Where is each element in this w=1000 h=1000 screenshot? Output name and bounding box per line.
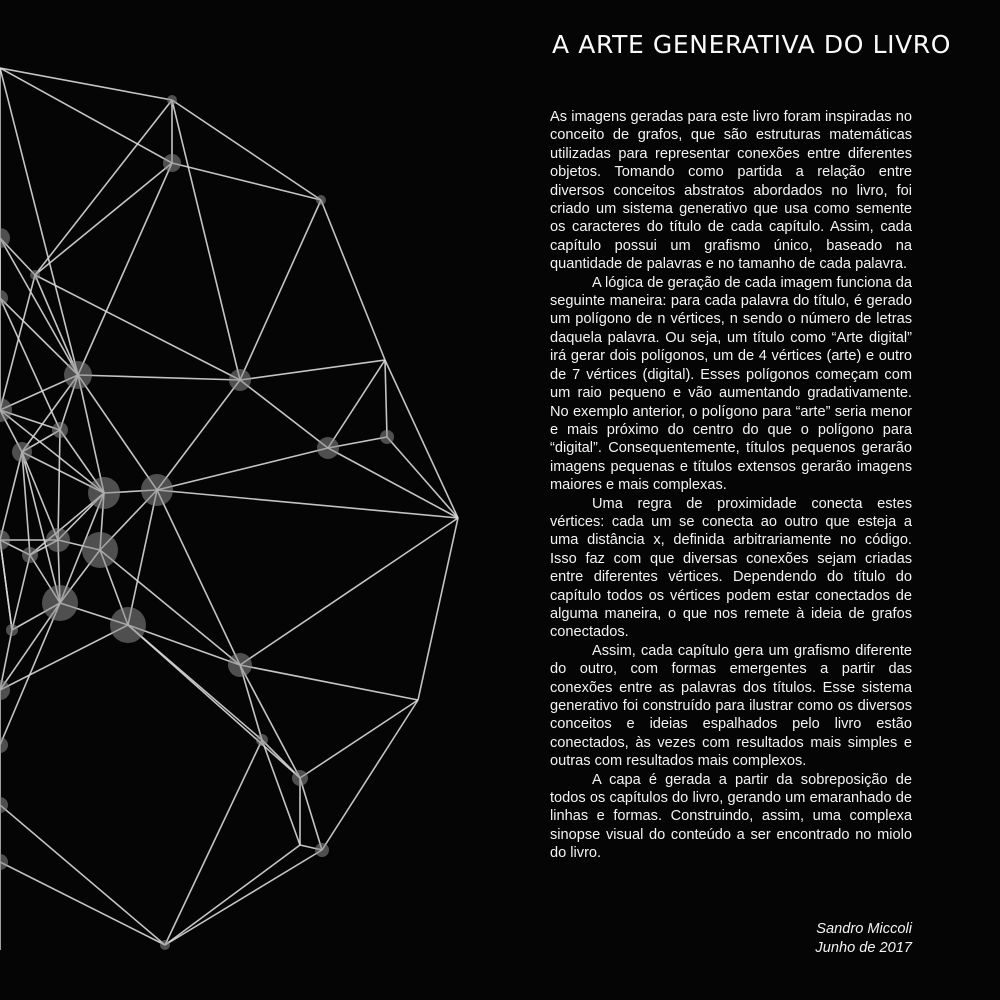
- graph-edge: [165, 850, 322, 945]
- graph-node: [315, 843, 329, 857]
- author-name: Sandro Miccoli: [816, 921, 912, 937]
- graph-edge: [22, 375, 78, 452]
- graph-edge: [35, 163, 172, 275]
- paragraph-3: Uma regra de proximidade conecta estes vértices: cada um se conecta ao outro que esteja a uma distância x, definida arbitrariamente no código. Isso faz com que diversas conexões sejam criadas entre diferentes vértices. Dependendo do título do capítulo todos os vértices podem estar conectados de alguma maneira, o que nos remete à ideia de grafos conectados.: [550, 495, 912, 641]
- graph-edge: [157, 490, 240, 665]
- graph-node: [256, 734, 268, 746]
- graph-node: [167, 95, 177, 105]
- graph-node: [82, 532, 118, 568]
- graph-node: [0, 228, 10, 248]
- graph-node: [30, 270, 40, 280]
- graph-edge: [0, 603, 60, 745]
- graph-edge: [328, 360, 385, 448]
- graph-node: [12, 442, 32, 462]
- graph-edge: [0, 68, 172, 163]
- graph-node: [0, 530, 10, 550]
- graph-edge: [78, 375, 240, 380]
- graph-edge: [12, 555, 30, 630]
- graph-edge: [0, 238, 78, 375]
- graph-edge: [157, 380, 240, 490]
- graph-edge: [165, 845, 300, 945]
- graph-node: [317, 437, 339, 459]
- graph-edge: [385, 360, 387, 437]
- page-title: A ARTE GENERATIVA DO LIVRO: [552, 30, 952, 59]
- signature: [815, 920, 912, 958]
- graph-edge: [58, 430, 60, 540]
- graph-edge: [262, 740, 300, 845]
- graph-edge: [240, 518, 458, 665]
- graph-edge: [165, 740, 262, 945]
- graph-node: [163, 154, 181, 172]
- graph-edge: [0, 625, 128, 690]
- graph-edge: [300, 778, 322, 850]
- graph-edge: [172, 100, 321, 200]
- graph-edge: [240, 665, 418, 700]
- graph-node: [380, 430, 394, 444]
- graph-node: [46, 528, 70, 552]
- graph-edge: [240, 360, 385, 380]
- graph-node: [292, 770, 308, 786]
- graph-edge: [418, 518, 458, 700]
- graph-edge: [35, 100, 172, 275]
- graph-edge: [0, 68, 78, 375]
- graph-edge: [387, 437, 458, 518]
- graph-node: [52, 422, 68, 438]
- graph-edge: [128, 625, 300, 778]
- paragraph-5: A capa é gerada a partir da sobreposição de todos os capítulos do livro, gerando um emaranhado de linhas e formas. Construindo, assim, uma complexa sinopse visual do conteúdo a ser encontrado no miolo do livro.: [550, 771, 912, 862]
- graph-node: [0, 680, 10, 700]
- graph-node: [160, 940, 170, 950]
- graph-node: [42, 585, 78, 621]
- paragraph-1: As imagens geradas para este livro foram inspiradas no conceito de grafos, que são estruturas matemáticas utilizadas para representar conexões entre diferentes objetos. Tomando como partida a relação entre diversos conceitos abstratos abordados no livro, foi criado um sistema generativo que usa como semente os caracteres do título de cada capítulo. Assim, cada capítulo possui um grafismo único, baseado na quantidade de palavras e no tamanho de cada palavra.: [550, 109, 912, 273]
- signature-date: Junho de 2017: [815, 940, 912, 956]
- graph-edge: [0, 68, 172, 100]
- graph-edge: [78, 163, 172, 375]
- graph-edge: [300, 700, 418, 778]
- graph-node: [88, 477, 120, 509]
- graph-edge: [385, 360, 458, 518]
- graph-node: [141, 474, 173, 506]
- graph-edge: [321, 200, 385, 360]
- graph-edge: [240, 380, 328, 448]
- graph-node: [110, 607, 146, 643]
- essay-text: [550, 108, 912, 863]
- graph-edge: [157, 448, 328, 490]
- graph-node: [64, 361, 92, 389]
- paragraph-2: A lógica de geração de cada imagem funciona da seguinte maneira: para cada palavra do título, é gerado um polígono de n vértices, n sendo o número de letras daquela palavra. Ou seja, um título como “Arte digital” irá gerar dois polígonos, um de 4 vértices (arte) e outro de 7 vértices (digital). Esses polígonos começam com um raio pequeno e vão aumentando gradativamente. No exemplo anterior, o polígono para “arte” seria menor e mais próximo do centro do que o polígono para “digital”. Consequentemente, títulos pequenos gerarão imagens pequenas e títulos extensos gerarão imagens maiores e mais complexas.: [550, 274, 912, 494]
- graph-node: [6, 624, 18, 636]
- graph-edge: [128, 490, 157, 625]
- paragraph-4: Assim, cada capítulo gera um grafismo diferente do outro, com formas emergentes a partir das conexões entre as palavras dos títulos. Esse sistema generativo foi construído para ilustrar como os diversos conceitos e ideias espalhados pelo livro estão conectados, às vezes com resultados mais simples e outras com resultados mais complexos.: [550, 642, 912, 770]
- graph-edge: [0, 540, 12, 630]
- graph-node: [22, 547, 38, 563]
- graph-edge: [322, 700, 418, 850]
- graph-edge: [0, 452, 22, 540]
- graph-node: [0, 737, 8, 753]
- graph-edge: [240, 200, 321, 380]
- graph-edge: [172, 100, 240, 380]
- graph-node: [229, 369, 251, 391]
- graph-node: [228, 653, 252, 677]
- graph-node: [0, 854, 8, 870]
- graph-node: [316, 195, 326, 205]
